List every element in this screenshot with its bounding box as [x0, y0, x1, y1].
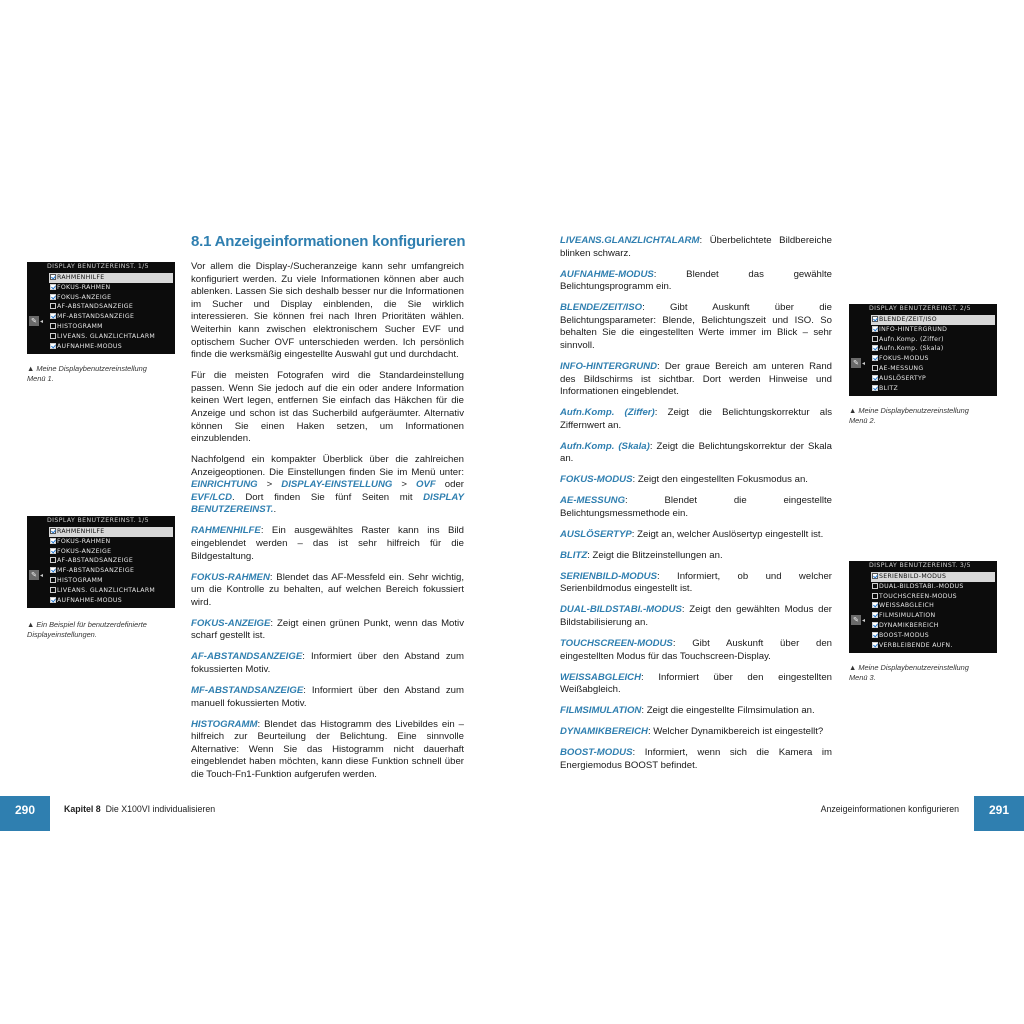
left-term: HISTOGRAMM	[191, 718, 258, 730]
left-page-number: 290	[0, 796, 50, 831]
left-item	[191, 685, 464, 710]
menu-path-dot: .	[232, 491, 235, 503]
right-item	[560, 441, 832, 466]
checkbox-checked-icon[interactable]	[50, 597, 56, 603]
menu-path-sep: >	[257, 479, 282, 491]
checkbox-checked-icon[interactable]	[872, 345, 878, 351]
screen-option-row[interactable]	[49, 342, 173, 352]
checkbox-checked-icon[interactable]	[50, 343, 56, 349]
screen-option-row[interactable]	[871, 572, 995, 582]
checkbox-checked-icon[interactable]	[872, 326, 878, 332]
screen-option-row[interactable]	[49, 312, 173, 322]
screen-option-label: AF-ABSTANDSANZEIGE	[57, 303, 134, 311]
checkbox-checked-icon[interactable]	[50, 567, 56, 573]
checkbox-checked-icon[interactable]	[872, 375, 878, 381]
left-description: : Blendet das Histogramm des Livebildes ein – hilfreich zur Beurteilung der Belichtung. Eine sinnvolle Alternative: Wenn Sie das Histogramm nicht dauerhaft eingeblendet haben möchten, kann diese Funktion schnell über die Touch-Fn1-Funktion aufgerufen werden.	[191, 718, 464, 780]
screen-option-label: FOKUS-ANZEIGE	[57, 547, 112, 555]
left-description: : Ein ausgewähltes Raster kann ins Bild eingeblendet werden – das ist sehr hilfreich für die Bildgestaltung.	[191, 525, 464, 562]
right-item	[560, 269, 832, 294]
checkbox-empty-icon[interactable]	[872, 593, 878, 599]
checkbox-empty-icon[interactable]	[872, 583, 878, 589]
screen-option-label: FOKUS-RAHMEN	[57, 537, 111, 545]
screen-option-label: HISTOGRAMM	[57, 576, 103, 584]
right-description: : Zeigt den eingestellten Fokusmodus an.	[632, 474, 808, 486]
left-term: MF-ABSTANDSANZEIGE	[191, 684, 304, 696]
checkbox-empty-icon[interactable]	[50, 323, 56, 329]
right-definition-list	[560, 235, 832, 772]
right-description: : Informiert, wenn sich die Kamera im Energiemodus BOOST befindet.	[560, 747, 832, 771]
wrench-icon: ✎	[851, 358, 861, 368]
right-term: BLENDE/ZEIT/ISO	[560, 302, 643, 314]
right-description: : Blendet das gewählte Belichtungsprogramm ein.	[560, 268, 832, 293]
screen-option-list	[49, 273, 173, 351]
footer-chapter-label: Kapitel 8	[64, 804, 101, 814]
caption-menu-2: ▲ Meine Displaybenutzereinstellung Menü 2.	[849, 406, 969, 425]
camera-menu-screen-1	[27, 262, 175, 354]
screen-option-label: AUSLÖSERTYP	[879, 374, 927, 382]
checkbox-checked-icon[interactable]	[50, 538, 56, 544]
intro-paragraph-2: Für die meisten Fotografen wird die Standardeinstellung passen. Wenn Sie jedoch auf die ein oder andere Information keinen Wert legen, entfernen Sie einfach das Häkchen für die Anzeige und schon ist das Sucherbild aufgeräumter. Alternativ können Sie einen Haken setzen, um Informationen einzublenden.	[191, 370, 464, 445]
screen-option-label: TOUCHSCREEN-MODUS	[879, 592, 957, 600]
right-item	[560, 235, 832, 260]
right-term: TOUCHSCREEN-MODUS	[560, 637, 673, 649]
right-description: : Gibt Auskunft über den eingestellten Modus für das Touchscreen-Display.	[560, 637, 832, 662]
wrench-icon: ✎	[851, 615, 861, 625]
right-description: : Informiert, ob und welcher Serienbildmodus eingestellt ist.	[560, 570, 832, 595]
checkbox-empty-icon[interactable]	[50, 587, 56, 593]
screen-option-row[interactable]	[871, 621, 995, 631]
section-heading: 8.1 Anzeigeinformationen konfigurieren	[191, 233, 466, 250]
menu-path-display-einstellung: DISPLAY-EINSTELLUNG	[281, 479, 393, 491]
chevron-left-icon: ◂	[862, 360, 866, 367]
screen-option-row[interactable]	[871, 344, 995, 354]
right-description: : Der graue Bereich am unteren Rand des Bildschirms ist sichtbar. Dort werden Hinweise und Informationen eingeblendet.	[560, 360, 832, 398]
screen-option-row[interactable]	[871, 374, 995, 384]
footer-chapter	[64, 804, 215, 814]
menu-path-evf-lcd: EVF/LCD	[191, 491, 233, 503]
left-item	[191, 651, 464, 676]
menu-path-display-benutzereinst: DISPLAY BENUTZEREINST.	[191, 491, 464, 516]
right-term: FILMSIMULATION	[560, 705, 642, 717]
screen-option-row[interactable]	[871, 641, 995, 651]
screen-option-label: AUFNAHME-MODUS	[57, 596, 122, 604]
screen-option-row[interactable]	[49, 322, 173, 332]
screen-option-label: INFO-HINTERGRUND	[879, 325, 948, 333]
intro-paragraph-3-text: Nachfolgend ein kompakter Überblick über die zahlreichen Anzeigeoptionen. Die Einstellungen finden Sie im Menü unter:	[191, 454, 464, 478]
screen-option-row[interactable]	[871, 315, 995, 325]
right-item	[560, 407, 832, 432]
screen-option-label: FOKUS-RAHMEN	[57, 283, 111, 291]
left-item	[191, 572, 464, 610]
checkbox-empty-icon[interactable]	[872, 336, 878, 342]
screen-option-row[interactable]	[49, 586, 173, 596]
checkbox-empty-icon[interactable]	[50, 557, 56, 563]
screen-option-label: BLENDE/ZEIT/ISO	[879, 316, 937, 323]
right-term: FOKUS-MODUS	[560, 474, 633, 486]
right-term: BOOST-MODUS	[560, 747, 633, 759]
screen-option-label: AUFNAHME-MODUS	[57, 342, 122, 350]
screen-option-label: AF-ABSTANDSANZEIGE	[57, 557, 134, 565]
right-description: : Zeigt die Blitzeinstellungen an.	[587, 549, 723, 561]
screen-page-indicator: 1/5	[137, 517, 149, 524]
right-term: AUSLÖSERTYP	[560, 528, 632, 540]
screen-header	[47, 517, 167, 524]
screen-option-row[interactable]	[871, 582, 995, 592]
camera-menu-screen-2	[27, 516, 175, 608]
screen-option-label: FOKUS-ANZEIGE	[57, 293, 112, 301]
screen-option-row[interactable]	[871, 364, 995, 374]
wrench-icon: ✎	[29, 316, 39, 326]
screen-option-label: DYNAMIKBEREICH	[879, 621, 939, 629]
right-description: : Zeigt den gewählten Modus der Bildstabilisierung an.	[560, 604, 832, 628]
right-item	[560, 361, 832, 399]
screen-header	[47, 263, 167, 270]
checkbox-checked-icon[interactable]	[872, 622, 878, 628]
left-item	[191, 719, 464, 782]
screen-option-label: VERBLEIBENDE AUFN.	[879, 641, 953, 649]
screen-option-label: Aufn.Komp. (Skala)	[879, 345, 944, 353]
menu-path-sep: >	[392, 479, 417, 491]
left-column	[191, 261, 464, 790]
intro-paragraph-3	[191, 454, 464, 517]
screen-option-row[interactable]	[49, 566, 173, 576]
left-description: : Informiert über den Abstand zum fokussierten Motiv.	[191, 651, 464, 675]
screen-option-list	[871, 315, 995, 393]
right-item	[560, 672, 832, 697]
screen-option-label: WEISSABGLEICH	[879, 602, 935, 610]
right-item	[560, 726, 832, 739]
screen-option-row[interactable]	[871, 325, 995, 335]
screen-option-row[interactable]	[49, 576, 173, 586]
left-item	[191, 525, 464, 563]
checkbox-checked-icon[interactable]	[872, 316, 878, 322]
left-description: : Blendet das AF-Messfeld ein. Sehr wichtig, um die Kontrolle zu behalten, auf welchen Bereich fokussiert wird.	[191, 571, 464, 608]
checkbox-empty-icon[interactable]	[50, 577, 56, 583]
screen-option-row[interactable]	[871, 354, 995, 364]
screen-option-label: RAHMENHILFE	[57, 528, 105, 535]
screen-option-label: FOKUS-MODUS	[879, 355, 929, 363]
screen-option-list	[871, 572, 995, 650]
checkbox-checked-icon[interactable]	[872, 602, 878, 608]
checkbox-checked-icon[interactable]	[872, 385, 878, 391]
right-description: : Zeigt die eingestellte Filmsimulation an.	[641, 705, 815, 717]
right-term: LIVEANS.GLANZLICHTALARM	[560, 235, 700, 246]
checkbox-checked-icon[interactable]	[872, 642, 878, 648]
right-term: DUAL-BILDSTABI.-MODUS	[560, 604, 682, 616]
right-term: AUFNAHME-MODUS	[560, 268, 654, 280]
checkbox-checked-icon[interactable]	[872, 612, 878, 618]
right-item	[560, 747, 832, 772]
left-description: : Informiert über den Abstand zum manuell fokussierten Motiv.	[191, 684, 464, 709]
right-item	[560, 495, 832, 520]
right-term: AE-MESSUNG	[560, 495, 626, 507]
checkbox-checked-icon[interactable]	[872, 632, 878, 638]
menu-path-dot: .	[273, 504, 277, 516]
right-item	[560, 705, 832, 718]
caption-menu-1: ▲ Meine Displaybenutzereinstellung Menü 1.	[27, 364, 147, 383]
left-definition-list	[191, 525, 464, 781]
right-description: : Gibt Auskunft über die Belichtungsparameter: Blende, Belichtungszeit und ISO. So behalten Sie die eingestellten Werte immer im Blick – sehr sinnvoll.	[560, 302, 832, 351]
screen-option-label: LIVEANS. GLANZLICHTALARM	[57, 586, 156, 594]
chevron-left-icon: ◂	[40, 572, 44, 579]
checkbox-empty-icon[interactable]	[50, 333, 56, 339]
right-description: : Zeigt die Belichtungskorrektur als Ziffernwert an.	[560, 407, 832, 431]
menu-path-lead: Dort finden Sie fünf Seiten mit	[245, 491, 424, 503]
screen-option-row[interactable]	[871, 592, 995, 602]
left-term: AF-ABSTANDSANZEIGE	[191, 651, 303, 663]
screen-option-label: FILMSIMULATION	[879, 612, 936, 620]
chevron-left-icon: ◂	[40, 318, 44, 325]
right-description: : Zeigt an, welcher Auslösertyp eingestellt ist.	[631, 528, 824, 540]
screen-option-row[interactable]	[49, 556, 173, 566]
screen-option-label: DUAL-BILDSTABI.-MODUS	[879, 582, 964, 590]
screen-option-label: AE-MESSUNG	[879, 364, 924, 372]
right-page-number: 291	[974, 796, 1024, 831]
right-description: : Informiert über den eingestellten Weißabgleich.	[560, 671, 832, 696]
screen-option-row[interactable]	[871, 631, 995, 641]
screen-page-indicator: 3/5	[959, 562, 971, 569]
checkbox-checked-icon[interactable]	[50, 528, 56, 534]
screen-option-row[interactable]	[871, 601, 995, 611]
checkbox-checked-icon[interactable]	[872, 355, 878, 361]
screen-option-row[interactable]	[49, 596, 173, 606]
checkbox-empty-icon[interactable]	[872, 365, 878, 371]
left-term: FOKUS-ANZEIGE	[191, 617, 271, 629]
caption-menu-3: ▲ Meine Displaybenutzereinstellung Menü 3.	[849, 663, 969, 682]
screen-page-indicator: 1/5	[137, 263, 149, 270]
right-item	[560, 638, 832, 663]
right-term: Aufn.Komp. (Skala)	[560, 440, 650, 452]
checkbox-checked-icon[interactable]	[50, 284, 56, 290]
screen-option-label: MF-ABSTANDSANZEIGE	[57, 567, 135, 575]
camera-menu-screen-3	[849, 304, 997, 396]
intro-paragraph-1: Vor allem die Display-/Sucheranzeige kann sehr umfangreich konfiguriert werden. Zu viele Informationen können aber auch ablenken. Lassen Sie sich deshalb besser nur die Informationen im Sucher und Display einblenden, die Sie wirklich interessieren. Sie können frei nach Ihren Prioritäten wählen. Weiterhin kann zwischen elektronischem Sucher EVF und optischem Sucher OVF unterschieden werden. Ich persönlich finde die werksmäßig eingestellte Auswahl gut und durchdacht.	[191, 261, 464, 361]
screen-option-row[interactable]	[49, 527, 173, 537]
screen-option-row[interactable]	[49, 537, 173, 547]
screen-option-row[interactable]	[49, 547, 173, 557]
screen-header	[869, 562, 989, 569]
screen-title: DISPLAY BENUTZEREINST.	[47, 517, 136, 524]
camera-menu-screen-4	[849, 561, 997, 653]
left-term: FOKUS-RAHMEN	[191, 571, 270, 583]
checkbox-checked-icon[interactable]	[50, 294, 56, 300]
right-term: SERIENBILD-MODUS	[560, 570, 658, 582]
right-description: : Welcher Dynamikbereich ist eingestellt?	[647, 726, 824, 738]
screen-title: DISPLAY BENUTZEREINST.	[869, 305, 958, 312]
right-item	[560, 571, 832, 596]
screen-title: DISPLAY BENUTZEREINST.	[47, 263, 136, 270]
screen-option-row[interactable]	[871, 611, 995, 621]
screen-option-row[interactable]	[871, 335, 995, 345]
right-term: INFO-HINTERGRUND	[560, 360, 657, 372]
screen-option-label: HISTOGRAMM	[57, 322, 103, 330]
checkbox-checked-icon[interactable]	[50, 274, 56, 280]
right-column	[560, 235, 832, 781]
left-item	[191, 618, 464, 643]
right-item	[560, 302, 832, 352]
left-term: RAHMENHILFE	[191, 525, 261, 537]
screen-page-indicator: 2/5	[959, 305, 971, 312]
footer-chapter-title: Die X100VI individualisieren	[105, 804, 216, 814]
screen-option-label: RAHMENHILFE	[57, 274, 105, 281]
menu-path-or: oder	[435, 479, 464, 491]
right-description: : Blendet die eingestellte Belichtungsmessmethode ein.	[560, 495, 832, 519]
screen-option-label: MF-ABSTANDSANZEIGE	[57, 313, 135, 321]
screen-option-row[interactable]	[871, 384, 995, 394]
chevron-left-icon: ◂	[862, 617, 866, 624]
screen-option-row[interactable]	[49, 283, 173, 293]
screen-option-row[interactable]	[49, 332, 173, 342]
screen-option-label: LIVEANS. GLANZLICHTALARM	[57, 332, 156, 340]
screen-option-row[interactable]	[49, 293, 173, 303]
left-description: : Zeigt einen grünen Punkt, wenn das Motiv scharf gestellt ist.	[191, 617, 464, 642]
checkbox-checked-icon[interactable]	[872, 573, 878, 579]
right-item	[560, 474, 832, 487]
right-description: : Überbelichtete Bildbereiche blinken schwarz.	[560, 235, 832, 259]
right-description: : Zeigt die Belichtungskorrektur der Skala an.	[560, 440, 832, 465]
right-item	[560, 529, 832, 542]
right-term: BLITZ	[560, 549, 588, 561]
screen-option-list	[49, 527, 173, 605]
right-item	[560, 550, 832, 563]
right-term: DYNAMIKBEREICH	[560, 726, 648, 738]
screen-title: DISPLAY BENUTZEREINST.	[869, 562, 958, 569]
screen-header	[869, 305, 989, 312]
menu-path-einrichtung: EINRICHTUNG	[191, 479, 258, 491]
screen-option-row[interactable]	[49, 302, 173, 312]
right-item	[560, 604, 832, 629]
screen-option-label: BOOST-MODUS	[879, 631, 929, 639]
checkbox-checked-icon[interactable]	[50, 313, 56, 319]
wrench-icon: ✎	[29, 570, 39, 580]
right-term: WEISSABGLEICH	[560, 671, 642, 683]
right-term: Aufn.Komp. (Ziffer)	[560, 407, 655, 419]
screen-option-label: SERIENBILD-MODUS	[879, 573, 947, 580]
caption-example: ▲ Ein Beispiel für benutzerdefinierte Displayeinstellungen.	[27, 620, 147, 639]
menu-path-ovf: OVF	[416, 479, 436, 491]
screen-option-row[interactable]	[49, 273, 173, 283]
screen-option-label: BLITZ	[879, 384, 899, 392]
checkbox-empty-icon[interactable]	[50, 303, 56, 309]
screen-option-label: Aufn.Komp. (Ziffer)	[879, 335, 944, 343]
checkbox-checked-icon[interactable]	[50, 548, 56, 554]
footer-section-title: Anzeigeinformationen konfigurieren	[820, 804, 959, 814]
